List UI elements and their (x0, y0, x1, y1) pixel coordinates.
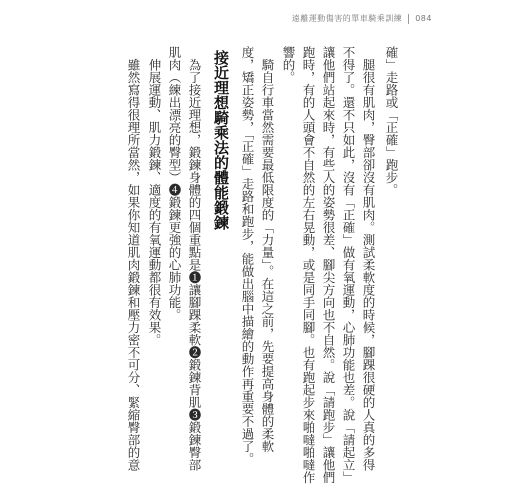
text-line: 確」走路或「正確」跑步。 (384, 46, 399, 196)
text-line: 為了接近理想，鍛鍊身體的四個重點是❶讓腳踝柔軟❷鍛鍊背肌❸鍛鍊臀部 (187, 46, 202, 471)
text-line: 肌肉（練出漂亮的臀型）❹鍛鍊更強的心肺功能。 (167, 46, 182, 321)
text-line: 不得了。還不只如此，沒有「正確」做有氧運動，心肺功能也差。說「請起立」 (341, 46, 356, 484)
text-line: 跑時，有的人頭會不自然的左右晃動，或是同手同腳。也有跑起步來啪噠啪噠作 (301, 46, 316, 484)
page-number: 084 (415, 14, 432, 23)
text-line: 雖然寫得很理所當然，如果你知道肌肉鍛鍊和壓力密不可分、緊縮臀部的意 (126, 46, 141, 471)
text-line: 響的。 (281, 46, 296, 84)
book-title: 遠離運動傷害的單車騎乘訓練 (291, 14, 403, 23)
text-line: 腿很有肌肉，臀部卻沒有肌肉。測試柔軟度的時候，腳踝很硬的人真的多得 (361, 46, 376, 471)
text-line: 騎自行車當然需要最低限度的「力量」。在這之前，先要提高身體的柔軟 (260, 46, 275, 453)
section-heading: 接近理想騎乘法的體能鍛鍊 (212, 50, 230, 230)
running-head (292, 13, 432, 24)
text-line: 度，矯正姿勢，「正確」走路和跑步，能做出腦中描繪的動作再重要不過了。 (240, 46, 255, 465)
header-divider (408, 14, 409, 24)
text-line: 讓他們站起來時，有些人的姿勢很差、腳尖方向也不自然。說「請跑步」讓他們 (321, 46, 336, 484)
text-line: 伸展運動、肌力鍛鍊、適度的有氧運動都很有效果。 (147, 46, 162, 346)
